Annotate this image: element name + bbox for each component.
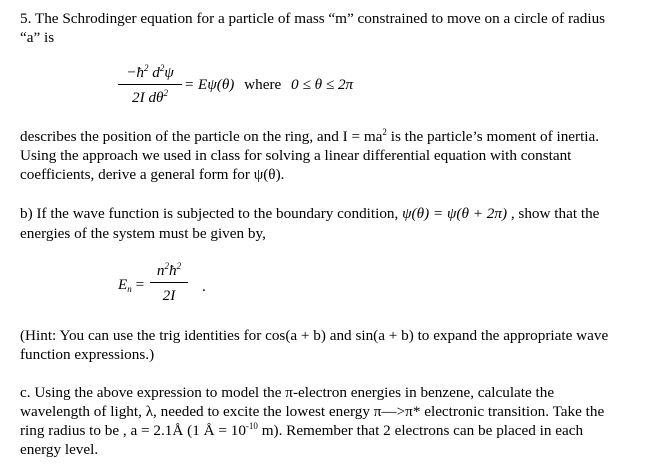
part-b-line2: energies of the system must be given by,	[20, 225, 266, 242]
description-line1: describes the position of the particle on the ring, and $I = ma^2$ is the particle’s moment of inertia.	[20, 127, 600, 145]
eq2-numerator: $n^2ħ^2$	[156, 261, 182, 279]
eq1-denominator: 2I $d\theta^2$	[131, 88, 168, 106]
part-c-line1: c. Using the above expression to model the π-electron energies in benzene, calculate the	[20, 384, 555, 401]
eq2-fraction-bar	[150, 282, 188, 283]
description-line2: Using the approach we used in class for solving a linear differential equation with constant	[20, 147, 572, 164]
part-b-line1: b) If the wave function is subjected to the boundary condition, ψ(θ) = ψ(θ + 2π) , show that the	[20, 205, 600, 222]
part-c-line2: wavelength of light, λ, needed to excite the lowest energy π—>π* electronic transition. Take the	[20, 403, 605, 420]
description-line3: coefficients, derive a general form for ψ(θ).	[20, 166, 285, 183]
eq2-denominator: 2I	[162, 287, 176, 304]
eq1-rhs: = Eψ(θ) where 0 ≤ θ ≤ 2π	[184, 76, 354, 93]
eq2-period: .	[202, 278, 206, 295]
problem-intro-line2: “a” is	[20, 29, 55, 46]
problem-intro-line1: 5. The Schrodinger equation for a particle of mass “m” constrained to move on a circle of radius	[20, 10, 606, 27]
part-c-line3: ring radius to be , a = 2.1Å (1 Å = $10^{-10}$ m). Remember that 2 electrons can be placed in each	[20, 421, 584, 439]
eq2-lhs: $E_n$ =	[118, 276, 145, 294]
eq1-fraction-bar	[118, 84, 182, 85]
hint-line2: function expressions.)	[20, 346, 155, 363]
hint-line1: (Hint: You can use the trig identities for cos(a + b) and sin(a + b) to expand the appropriate wave	[20, 327, 609, 344]
eq1-numerator: $-ħ^2$ $d^2\psi$	[126, 63, 174, 81]
part-c-line4: energy level.	[20, 441, 99, 458]
